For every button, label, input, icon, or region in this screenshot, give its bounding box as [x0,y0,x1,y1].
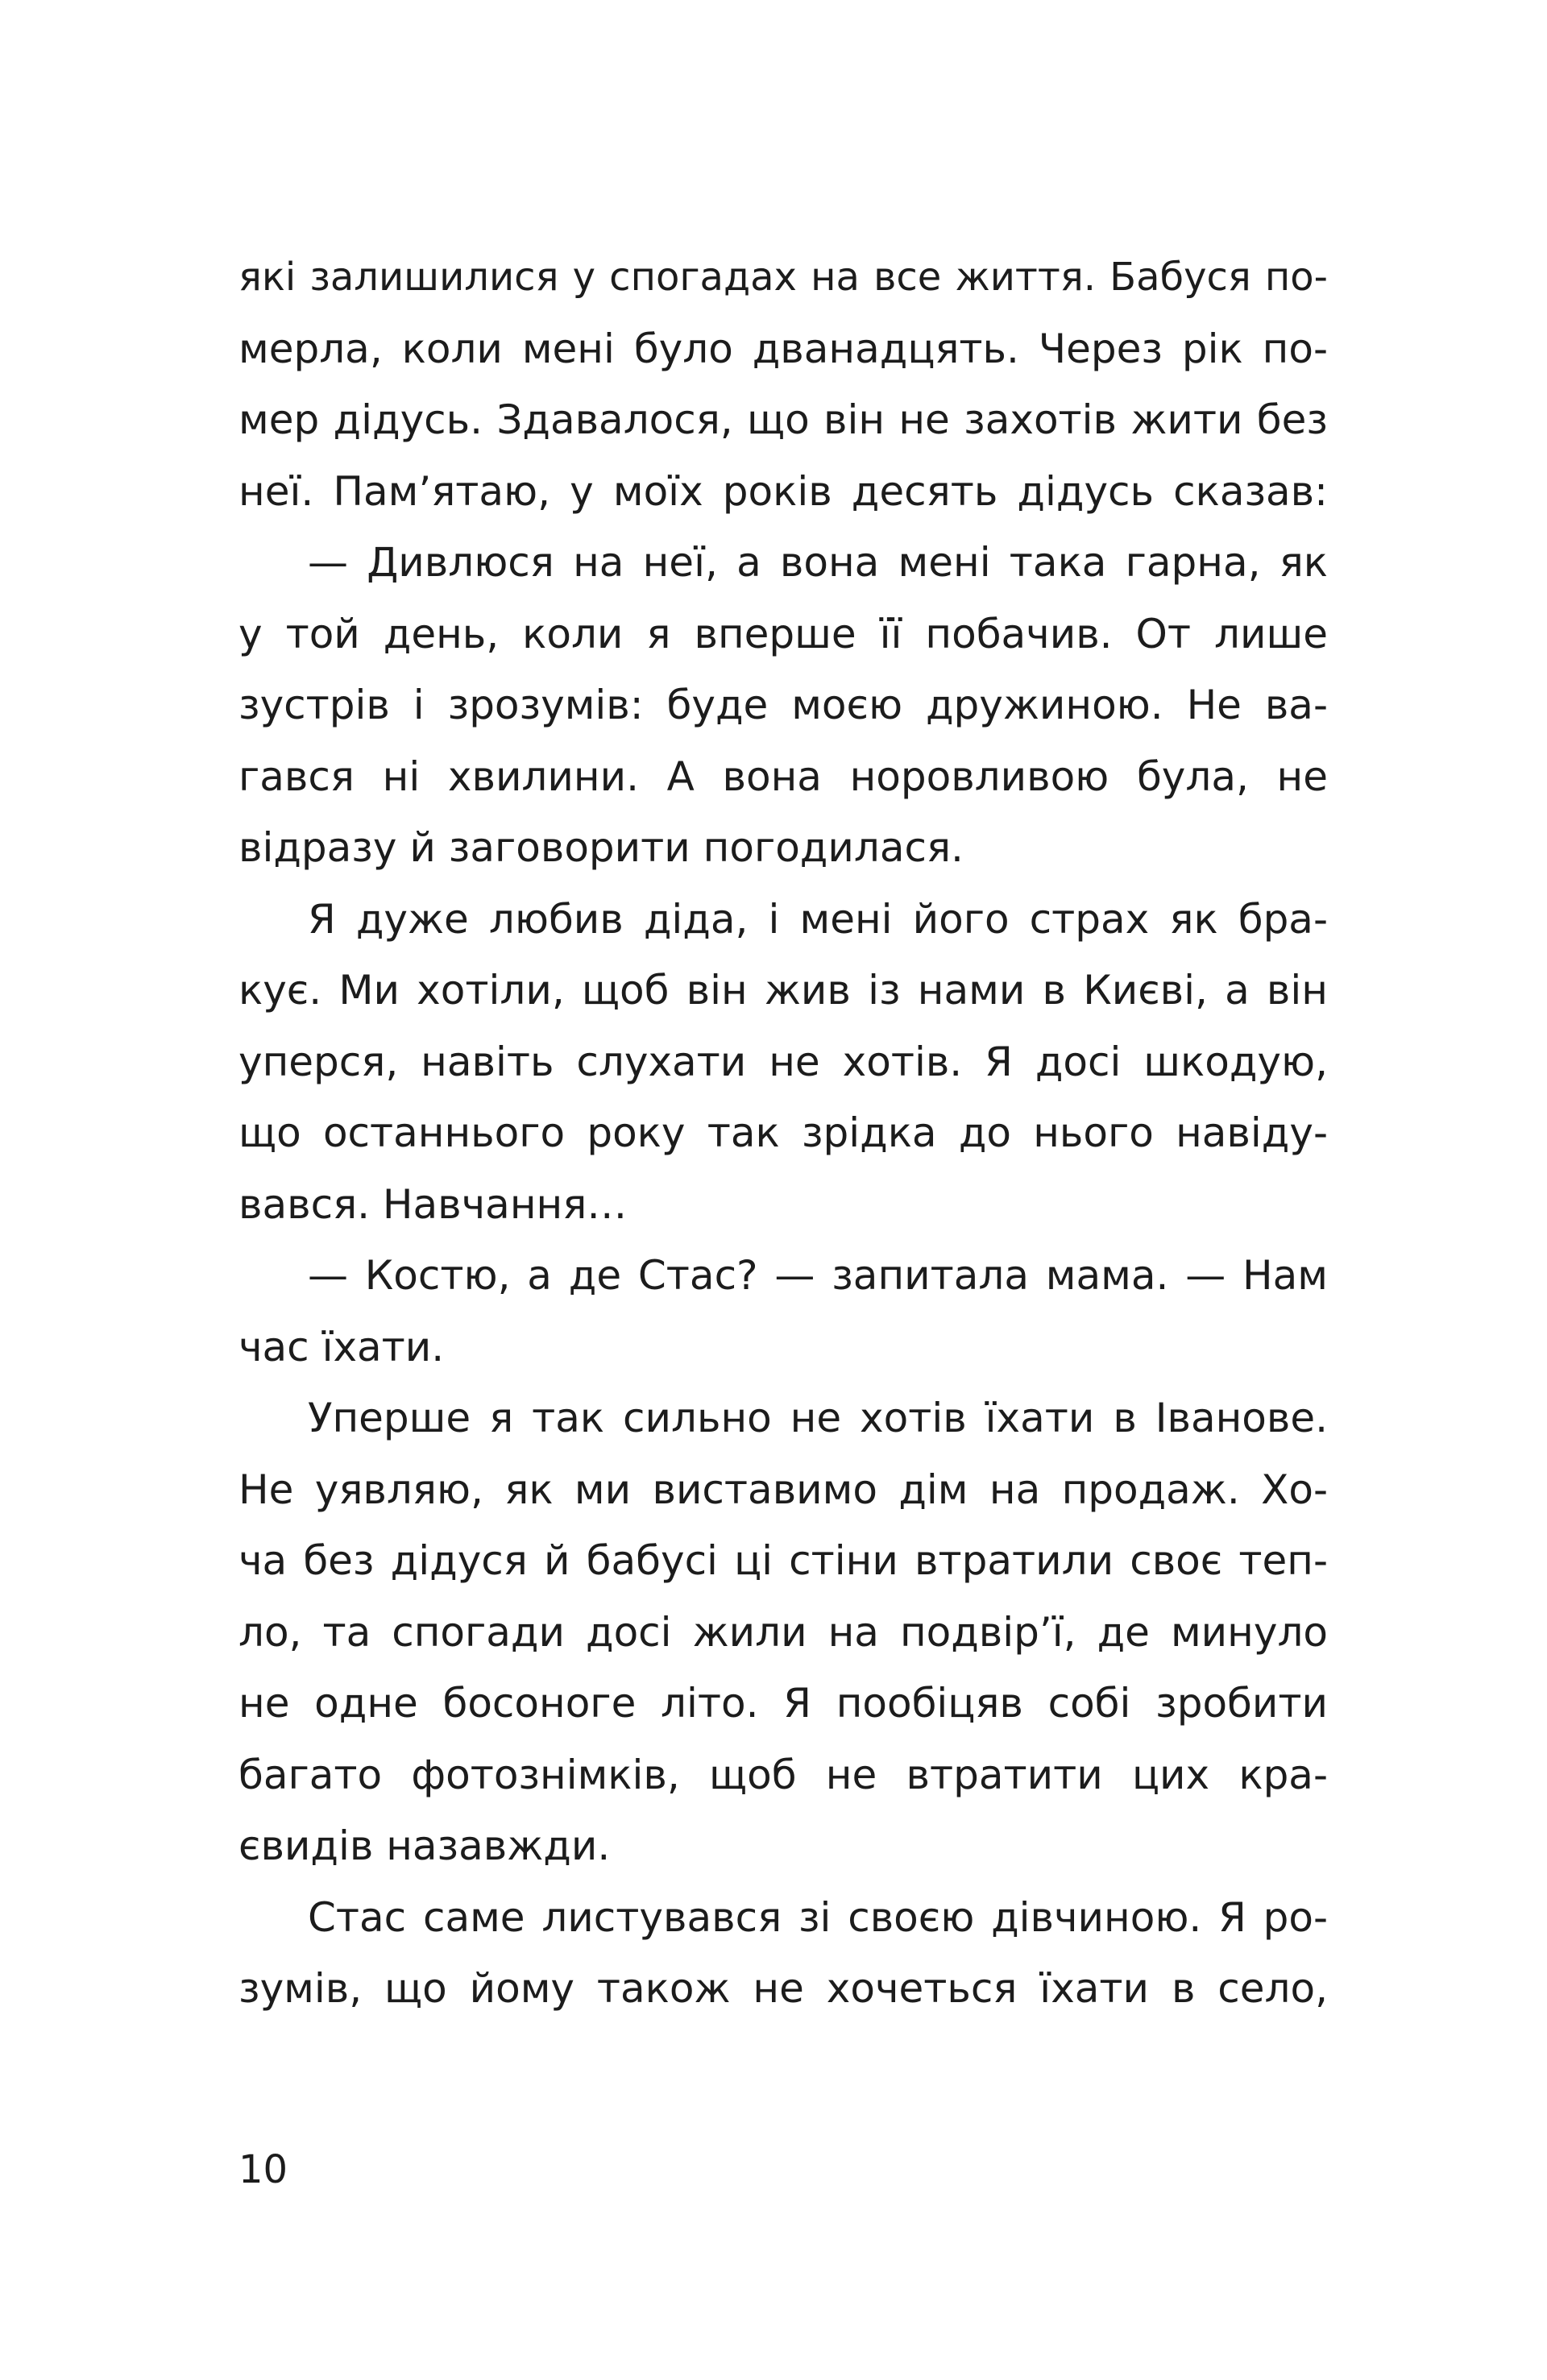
text-line: що останнього року так зрідка до нього навіду- [238,1109,1328,1156]
text-line: Не уявляю, як ми виставимо дім на продаж. Хо- [238,1466,1328,1513]
text-line: мерла, коли мені було дванадцять. Через рік по- [238,325,1328,372]
text-line: у той день, коли я вперше її побачив. От лише [238,610,1328,657]
text-line: які залишилися у спогадах на все життя. Бабуся по- [238,255,1328,300]
text-line: Стас саме листувався зі своєю дівчиною. Я ро- [308,1893,1328,1941]
text-line: кує. Ми хотіли, щоб він жив із нами в Києві, а він [238,967,1328,1014]
text-line: ло, та спогади досі жили на подвір’ї, де минуло [238,1608,1328,1656]
body-text [238,242,1328,2025]
text-line: євидів назавжди. [238,1822,611,1869]
text-line: мер дідусь. Здавалося, що він не захотів жити без [238,396,1328,443]
text-line: Уперше я так сильно не хотів їхати в Іванове. [308,1395,1328,1441]
text-line: вався. Навчання… [238,1180,628,1228]
text-line: Я дуже любив діда, і мені його страх як бра- [308,895,1328,943]
text-line: багато фотознімків, щоб не втратити цих кра- [238,1751,1328,1798]
text-line: неї. Пам’ятаю, у моїх років десять дідусь сказав: [238,467,1328,515]
text-line: час їхати. [238,1323,445,1370]
text-line: ча без дідуся й бабусі ці стіни втратили своє теп- [238,1537,1328,1584]
text-line: відразу й заговорити погодилася. [238,824,964,871]
text-line: — Дивлюся на неї, а вона мені така гарна, як [308,539,1328,586]
page-number: 10 [238,2147,288,2192]
text-line: не одне босоноге літо. Я пообіцяв собі зробити [238,1680,1328,1727]
text-line: зустрів і зрозумів: буде моєю дружиною. Не ва- [238,682,1328,728]
text-line: уперся, навіть слухати не хотів. Я досі шкодую, [238,1038,1328,1085]
text-line: — Костю, а де Стас? — запитала мама. — Нам [308,1252,1328,1299]
text-line: гався ні хвилини. А вона норовливою була, не [238,753,1328,800]
text-line: зумів, що йому також не хочеться їхати в село, [238,1965,1328,2012]
